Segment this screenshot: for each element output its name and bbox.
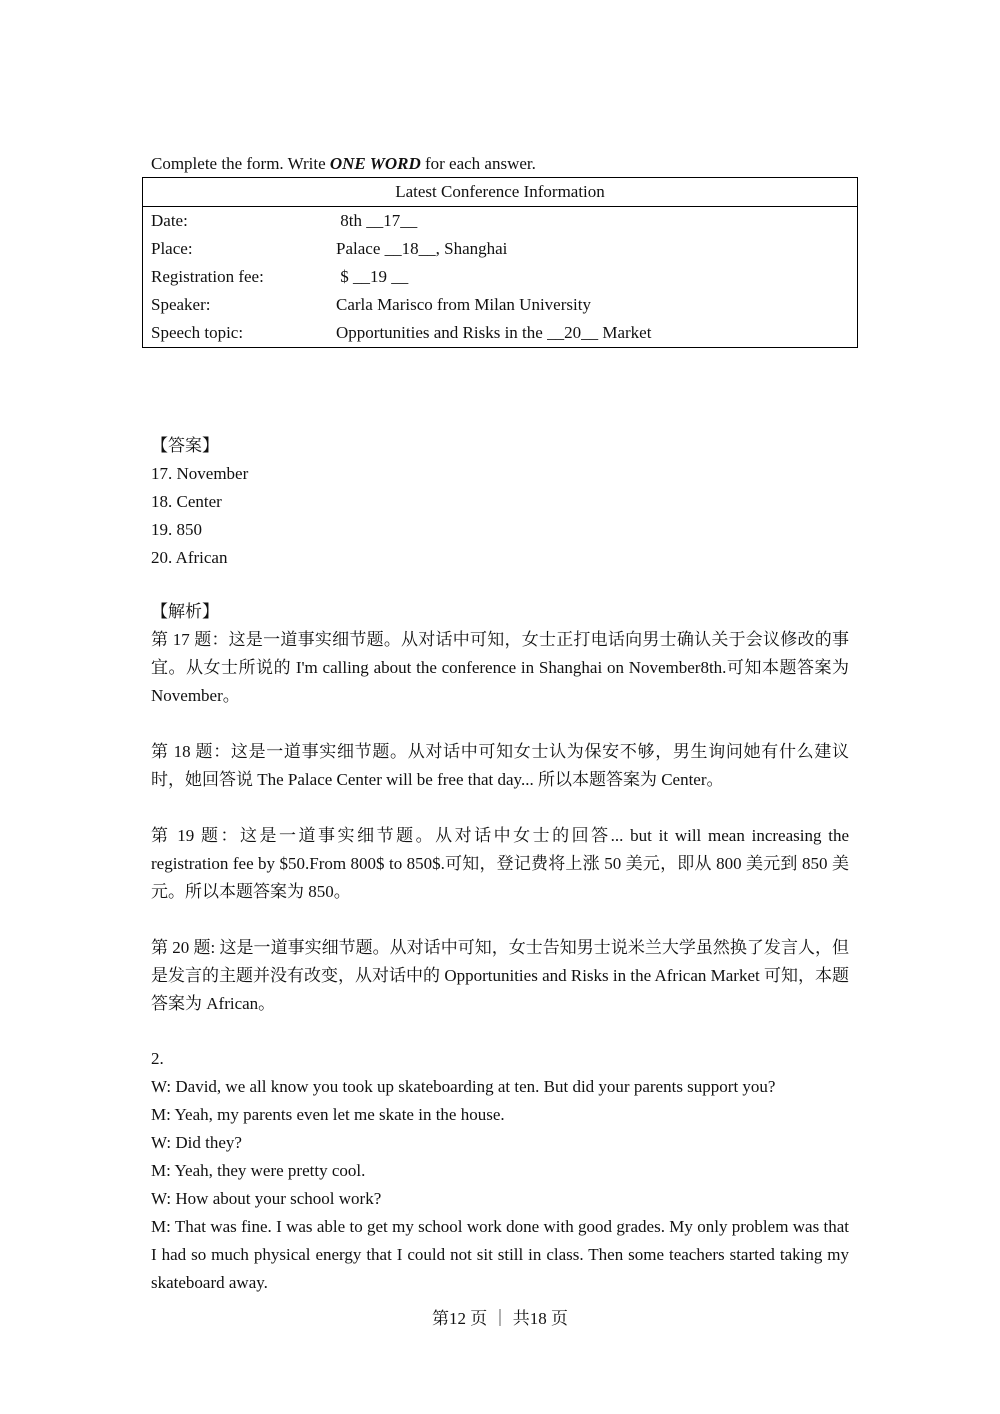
form-label: Date: [151, 211, 188, 230]
form-value: Opportunities and Risks in the __20__ Market [336, 323, 652, 342]
form-label: Speech topic: [151, 323, 244, 342]
form-value: Carla Marisco from Milan University [336, 295, 591, 314]
analysis-paragraph: 第 17 题：这是一道事实细节题。从对话中可知，女士正打电话向男士确认关于会议修改的事宜。从女士所说的 I'm calling about the conference in Shanghai on November8th.可知本题答案为 November。 [151, 630, 849, 705]
page-footer: 第12 页 ｜ 共18 页 [432, 1309, 568, 1328]
form-row-date [143, 207, 858, 236]
answer-item: 18. Center [151, 492, 222, 511]
analysis-paragraph: 第 19 题：这是一道事实细节题。从对话中女士的回答... but it will mean increasing the registration fee by $50.From 800$ to 850$.可知，登记费将上涨 50 美元，即从 800 美元到 850 美元。所以本题答案为 850。 [151, 826, 849, 901]
form-instruction [151, 152, 536, 176]
question-number: 2. [151, 1049, 164, 1068]
instruction-text: Complete the form. Write [151, 154, 330, 173]
form-row-registration-fee [143, 263, 858, 291]
analysis-paragraph: 第 18 题：这是一道事实细节题。从对话中可知女士认为保安不够，男生询问她有什么建议时，她回答说 The Palace Center will be free that day... 所以本题答案为 Center。 [151, 742, 849, 789]
form-label: Speaker: [151, 295, 211, 314]
dialog-line: W: Did they? [151, 1133, 242, 1152]
answer-item: 17. November [151, 464, 249, 483]
answer-item: 19. 850 [151, 520, 202, 539]
dialog-line: W: David, we all know you took up skateboarding at ten. But did your parents support you? [151, 1077, 776, 1096]
answers-section [151, 432, 248, 572]
dialog-section [151, 1045, 849, 1297]
analysis-heading: 【解析】 [151, 602, 219, 621]
analysis-section [151, 598, 849, 1018]
form-title: Latest Conference Information [143, 178, 858, 207]
form-label: Registration fee: [151, 267, 264, 286]
form-value: 8th __17__ [336, 211, 418, 230]
dialog-line: M: That was fine. I was able to get my school work done with good grades. My only problem was that I had so much physical energy that I could not sit still in class. Then some teachers started taking my skateboard away. [151, 1217, 849, 1292]
form-row-place [143, 235, 858, 263]
dialog-line: M: Yeah, they were pretty cool. [151, 1161, 366, 1180]
answer-item: 20. African [151, 548, 228, 567]
conference-form-table [142, 177, 858, 348]
instruction-emphasis: ONE WORD [329, 154, 421, 173]
analysis-paragraph: 第 20 题: 这是一道事实细节题。从对话中可知，女士告知男士说米兰大学虽然换了发言人，但是发言的主题并没有改变，从对话中的 Opportunities and Risks in the African Market 可知，本题答案为 African。 [151, 938, 849, 1013]
form-row-speech-topic [143, 319, 858, 348]
form-row-speaker [143, 291, 858, 319]
form-value: $ __19 __ [336, 267, 409, 286]
form-label: Place: [151, 239, 193, 258]
answers-heading: 【答案】 [151, 436, 219, 455]
dialog-line: W: How about your school work? [151, 1189, 382, 1208]
instruction-text-end: for each answer. [420, 154, 536, 173]
form-value: Palace __18__, Shanghai [336, 239, 508, 258]
dialog-line: M: Yeah, my parents even let me skate in the house. [151, 1105, 505, 1124]
